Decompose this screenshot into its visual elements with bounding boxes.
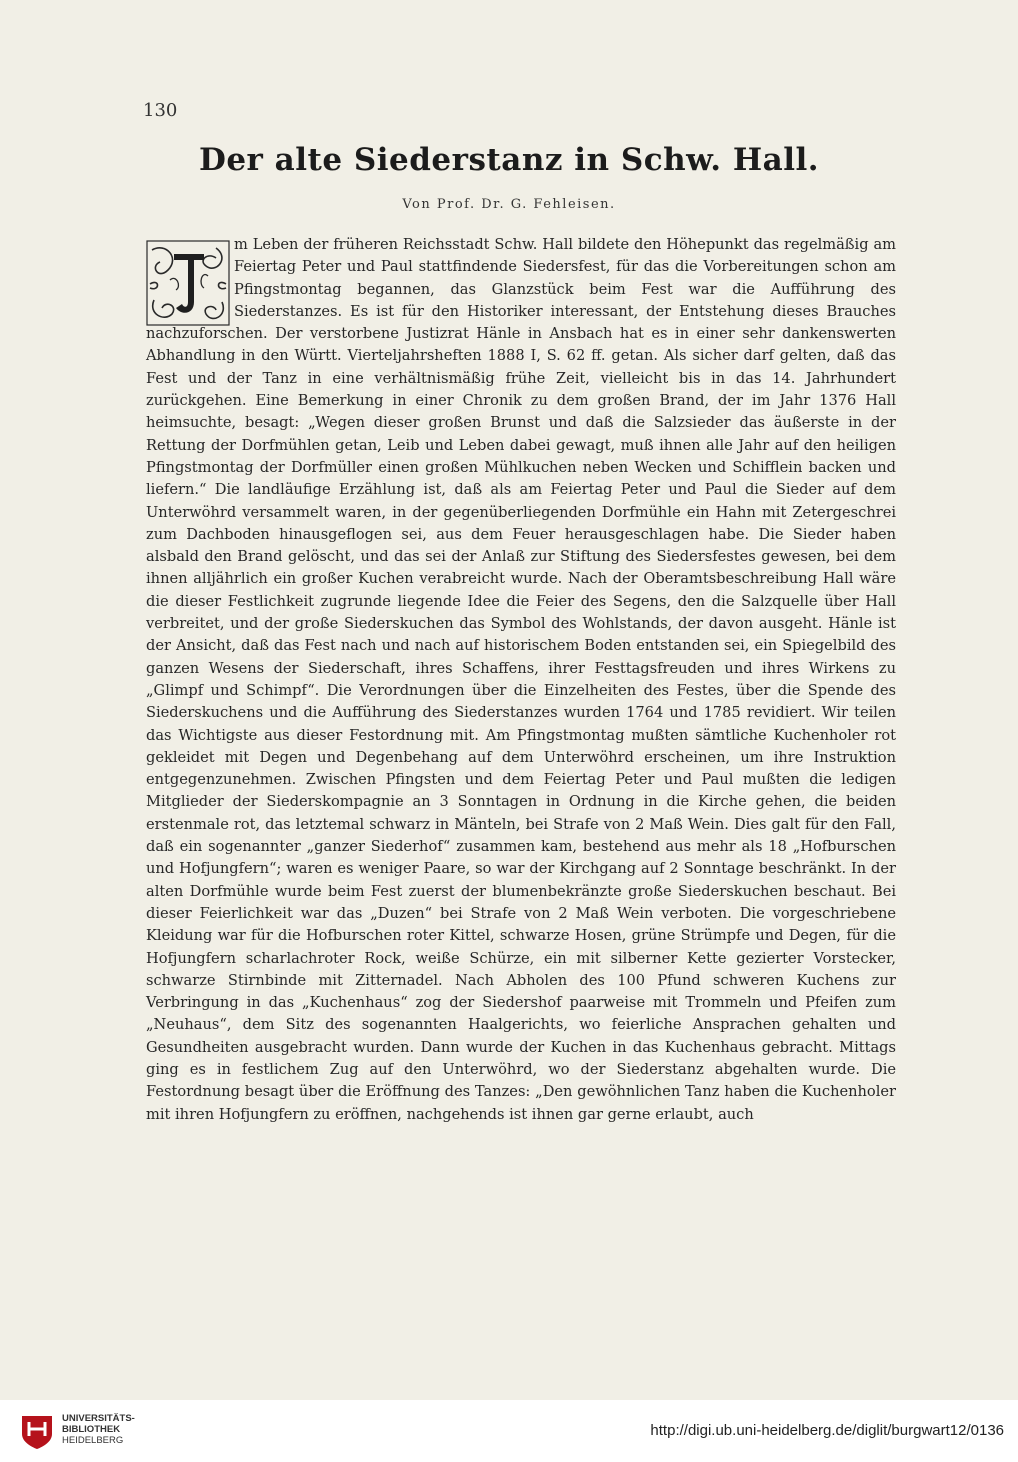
- page-number: 130: [143, 100, 178, 121]
- library-line-2: BIBLIOTHEK: [62, 1424, 121, 1435]
- library-line-1: UNIVERSITÄTS-: [62, 1413, 135, 1424]
- library-name: [62, 1413, 135, 1446]
- initial-letter: J: [226, 252, 227, 253]
- article-title: Der alte Siederstanz in Schw. Hall.: [198, 142, 820, 178]
- library-logo-icon: [20, 1414, 54, 1450]
- article-body-text: m Leben der früheren Reichsstadt Schw. Hall bildete den Höhepunkt das regelmäßig am Feiertag Peter und Paul stattfindende Siedersfest, für das die Vorbereitungen schon am Pfingstmontag begannen, das Glanzstück beim Fest war die Aufführung des Siederstanzes. Es ist für den Historiker interessant, der Entstehung dieses Brauches nachzuforschen. Der verstorbene Justizrat Hänle in Ansbach hat es in einer sehr dankenswerten Abhandlung in den Württ. Vierteljahrsheften 1888 I, S. 62 ff. getan. Als sicher darf gelten, daß das Fest und der Tanz in eine verhältnismäßig frühe Zeit, vielleicht bis in das 14. Jahrhundert zurückgehen. Eine Bemerkung in einer Chronik zu dem großen Brand, der im Jahr 1376 Hall heimsuchte, besagt: „Wegen dieser großen Brunst und daß die Salzsieder das äußerste in der Rettung der Dorfmühlen getan, Leib und Leben dabei gewagt, muß ihnen alle Jahr auf den heiligen Pfingstmontag der Dorfmüller einen großen Mühlkuchen neben Wecken und Schifflein backen und liefern.“ Die landläufige Erzählung ist, daß als am Feiertag Peter und Paul die Sieder auf dem Unterwöhrd versammelt waren, in der gegenüberliegenden Dorfmühle ein Hahn mit Zetergeschrei zum Dachboden hinausgeflogen sei, aus dem Feuer herausgeschlagen habe. Die Sieder haben alsbald den Brand gelöscht, und das sei der Anlaß zur Stiftung des Siedersfestes gewesen, bei dem ihnen alljährlich ein großer Kuchen verabreicht wurde. Nach der Oberamtsbeschreibung Hall wäre die dieser Festlichkeit zugrunde liegende Idee die Feier des Segens, den die Salzquelle über Hall verbreitet, und der große Siederskuchen das Symbol des Wohlstands, der davon ausgeht. Hänle ist der Ansicht, daß das Fest nach und nach auf historischem Boden entstanden sei, ein Spiegelbild des ganzen Wesens der Siederschaft, ihres Schaffens, ihrer Festtagsfreuden und ihres Wirkens zu „Glimpf und Schimpf“. Die Verordnungen über die Einzelheiten des Festes, über die Spende des Siederskuchens und die Aufführung des Siederstanzes wurden 1764 und 1785 revidiert. Wir teilen das Wichtigste aus dieser Festordnung mit. Am Pfingstmontag mußten sämtliche Kuchenholer rot gekleidet mit Degen und Degenbehang auf dem Unterwöhrd erscheinen, um ihre Instruktion entgegenzunehmen. Zwischen Pfingsten und dem Feiertag Peter und Paul mußten die ledigen Mitglieder der Siederskompagnie an 3 Sonntagen in Ordnung in die Kirche gehen, die beiden erstenmale rot, das letztemal schwarz in Mänteln, bei Strafe von 2 Maß Wein. Dies galt für den Fall, daß ein sogenannter „ganzer Siederhof“ zusammen kam, bestehend aus mehr als 18 „Hofburschen und Hofjungfern“; waren es weniger Paare, so war der Kirchgang auf 2 Sonntage beschränkt. In der alten Dorfmühle wurde beim Fest zuerst der blumenbekränzte große Siederskuchen beschaut. Bei dieser Feierlichkeit war das „Duzen“ bei Strafe von 2 Maß Wein verboten. Die vorgeschriebene Kleidung war für die Hofburschen roter Kittel, schwarze Hosen, grüne Strümpfe und Degen, für die Hofjungfern scharlachroter Rock, weiße Schürze, ein mit silberner Kette gezierter Vorstecker, schwarze Stirnbinde mit Zitternadel. Nach Abholen des 100 Pfund schweren Kuchens zur Verbringung in das „Kuchenhaus“ zog der Siedershof paarweise mit Trommeln und Pfeifen zum „Neuhaus“, dem Sitz des sogenannten Haalgerichts, wo feierliche Ansprachen gehalten und Gesundheiten ausgebracht wurden. Dann wurde der Kuchen in das Kuchenhaus gebracht. Mittags ging es in festlichem Zug auf den Unterwöhrd, wo der Siederstanz abgehalten wurde. Die Festordnung besagt über die Eröffnung des Tanzes: „Den gewöhnlichen Tanz haben die Kuchenholer mit ihren Hofjungfern zu eröffnen, nachgehends ist ihnen gar gerne erlaubt, auch: [146, 236, 896, 1123]
- initial-float-space: [146, 234, 234, 320]
- library-line-3: HEIDELBERG: [62, 1435, 124, 1446]
- article-body: [146, 234, 896, 1126]
- source-url-link[interactable]: http://digi.ub.uni-heidelberg.de/diglit/burgwart12/0136: [650, 1422, 1004, 1439]
- article-byline: Von Prof. Dr. G. Fehleisen.: [402, 197, 616, 212]
